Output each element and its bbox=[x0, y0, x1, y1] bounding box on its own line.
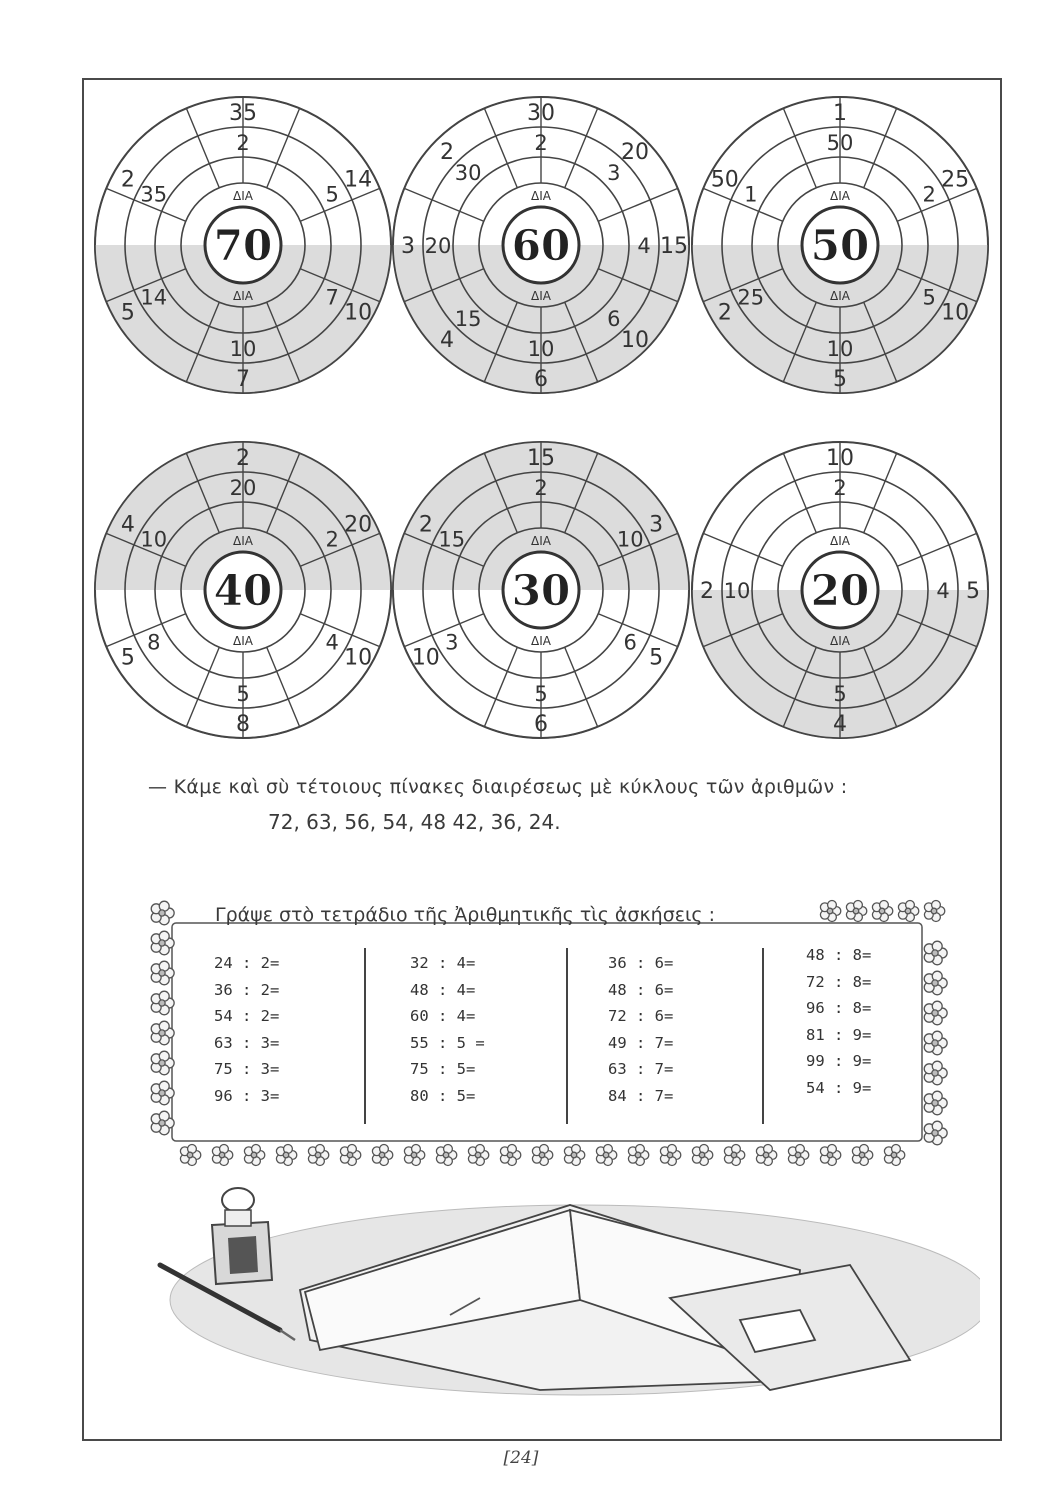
exercise-item: 75 : 3= bbox=[214, 1060, 280, 1078]
wheel-inner-number: 7 bbox=[325, 285, 339, 310]
wheel-center-number: 50 bbox=[810, 221, 870, 270]
page-number: [24] bbox=[503, 1448, 539, 1468]
wheel-inner-number: 6 bbox=[623, 630, 637, 655]
exercise-column-4 bbox=[806, 942, 956, 1101]
exercise-item: 54 : 2= bbox=[214, 1007, 280, 1025]
dia-label: ΔΙΑ bbox=[233, 534, 253, 548]
wheel-outer-number: 15 bbox=[527, 446, 555, 471]
exercise-item: 81 : 9= bbox=[806, 1025, 872, 1044]
wheel-inner-number: 10 bbox=[826, 337, 854, 361]
wheel-center-number: 70 bbox=[213, 221, 273, 270]
wheel-center-number: 60 bbox=[511, 221, 571, 270]
wheel-outer-number: 10 bbox=[344, 645, 373, 671]
wheel-inner-number: 10 bbox=[616, 527, 644, 552]
wheel-inner-number: 10 bbox=[229, 337, 257, 361]
wheel-outer-number: 2 bbox=[439, 139, 454, 165]
exercise-item: 75 : 5= bbox=[410, 1060, 476, 1078]
division-wheel bbox=[95, 442, 391, 738]
exercise-item: 72 : 6= bbox=[608, 1007, 674, 1025]
wheel-outer-number: 1 bbox=[833, 101, 847, 126]
exercise-item: 63 : 7= bbox=[608, 1060, 674, 1078]
exercise-item: 32 : 4= bbox=[410, 954, 476, 972]
wheel-outer-number: 2 bbox=[236, 446, 250, 471]
wheel-inner-number: 10 bbox=[527, 337, 555, 361]
dia-label: ΔΙΑ bbox=[830, 634, 850, 648]
dia-label: ΔΙΑ bbox=[233, 634, 253, 648]
division-wheel bbox=[393, 97, 689, 393]
wheel-inner-number: 2 bbox=[534, 131, 548, 155]
wheel-outer-number: 4 bbox=[833, 712, 847, 737]
exercise-item: 48 : 8= bbox=[806, 946, 872, 964]
wheel-outer-number: 2 bbox=[717, 300, 732, 326]
wheel-outer-number: 3 bbox=[649, 512, 664, 538]
notebook-inkwell-illustration bbox=[150, 1180, 980, 1410]
column-divider bbox=[364, 948, 366, 1124]
dia-label: ΔΙΑ bbox=[531, 634, 551, 648]
exercise-item: 55 : 5 = bbox=[410, 1033, 485, 1052]
exercise-item: 99 : 9= bbox=[806, 1052, 872, 1070]
column-divider bbox=[566, 948, 568, 1124]
wheel-outer-number: 5 bbox=[649, 645, 664, 671]
instruction-text: — Κάμε καὶ σὺ τέτοιους πίνακες διαιρέσεως μὲ κύκλους τῶν ἀριθμῶν : bbox=[148, 776, 848, 798]
exercise-column-2 bbox=[410, 950, 560, 1109]
wheel-inner-number: 5 bbox=[922, 285, 936, 310]
division-wheel bbox=[95, 97, 391, 393]
dia-label: ΔΙΑ bbox=[233, 289, 253, 303]
exercise-column-1 bbox=[214, 950, 364, 1109]
exercise-item: 36 : 6= bbox=[608, 954, 674, 972]
wheel-inner-number: 2 bbox=[534, 476, 548, 500]
wheel-outer-number: 5 bbox=[833, 367, 847, 392]
wheel-inner-number: 20 bbox=[229, 476, 257, 500]
wheel-inner-number: 3 bbox=[445, 630, 459, 655]
wheel-outer-number: 6 bbox=[534, 367, 548, 392]
wheel-inner-number: 4 bbox=[637, 234, 651, 258]
dia-label: ΔΙΑ bbox=[531, 534, 551, 548]
exercise-item: 54 : 9= bbox=[806, 1078, 872, 1097]
wheel-outer-number: 4 bbox=[439, 328, 454, 354]
exercise-item: 49 : 7= bbox=[608, 1033, 674, 1052]
wheel-inner-number: 4 bbox=[325, 630, 339, 655]
exercise-item: 63 : 3= bbox=[214, 1033, 280, 1052]
exercise-item: 36 : 2= bbox=[214, 980, 280, 999]
exercise-item: 60 : 4= bbox=[410, 1007, 476, 1025]
wheel-inner-number: 10 bbox=[140, 527, 168, 552]
wheel-outer-number: 2 bbox=[418, 512, 433, 538]
wheel-outer-number: 20 bbox=[344, 512, 373, 538]
wheel-outer-number: 5 bbox=[120, 645, 135, 671]
wheel-outer-number: 2 bbox=[120, 167, 135, 193]
wheel-inner-number: 5 bbox=[534, 682, 548, 706]
wheel-inner-number: 15 bbox=[438, 527, 466, 552]
wheel-outer-number: 25 bbox=[941, 167, 970, 193]
exercise-title: Γράψε στὸ τετράδιο τῆς Ἀριθμητικῆς τὶς ἀσκήσεις : bbox=[215, 904, 716, 926]
wheel-outer-number: 10 bbox=[826, 446, 854, 471]
wheel-center-number: 40 bbox=[213, 566, 273, 615]
wheel-outer-number: 30 bbox=[527, 101, 555, 126]
wheel-inner-number: 5 bbox=[325, 182, 339, 207]
wheel-outer-number: 2 bbox=[700, 579, 714, 604]
wheel-inner-number: 8 bbox=[147, 630, 161, 655]
wheel-inner-number: 3 bbox=[607, 161, 621, 186]
wheel-inner-number: 15 bbox=[454, 306, 482, 331]
wheel-inner-number: 35 bbox=[140, 182, 168, 207]
wheel-outer-number: 14 bbox=[344, 167, 373, 193]
wheel-inner-number: 5 bbox=[833, 682, 847, 706]
wheel-outer-number: 10 bbox=[621, 328, 650, 354]
exercise-item: 72 : 8= bbox=[806, 972, 872, 991]
wheel-inner-number: 2 bbox=[922, 182, 936, 207]
numbers-line: 72, 63, 56, 54, 48 42, 36, 24. bbox=[268, 810, 561, 834]
column-divider bbox=[762, 948, 764, 1124]
division-wheel bbox=[692, 442, 988, 738]
wheel-inner-number: 2 bbox=[236, 131, 250, 155]
wheel-inner-number: 25 bbox=[737, 285, 765, 310]
wheel-outer-number: 5 bbox=[120, 300, 135, 326]
dia-label: ΔΙΑ bbox=[531, 289, 551, 303]
wheel-outer-number: 3 bbox=[401, 234, 415, 259]
wheel-outer-number: 35 bbox=[229, 101, 257, 126]
wheel-outer-number: 10 bbox=[411, 645, 440, 671]
division-wheel bbox=[692, 97, 988, 393]
wheel-outer-number: 15 bbox=[660, 234, 688, 259]
wheel-outer-number: 4 bbox=[120, 512, 135, 538]
exercise-item: 80 : 5= bbox=[410, 1086, 476, 1105]
wheel-outer-number: 6 bbox=[534, 712, 548, 737]
dia-label: ΔΙΑ bbox=[830, 289, 850, 303]
wheel-inner-number: 50 bbox=[826, 131, 854, 155]
wheel-inner-number: 5 bbox=[236, 682, 250, 706]
dia-label: ΔΙΑ bbox=[233, 189, 253, 203]
wheel-outer-number: 5 bbox=[966, 579, 980, 604]
exercise-item: 48 : 6= bbox=[608, 980, 674, 999]
wheel-inner-number: 20 bbox=[424, 234, 452, 258]
exercise-item: 48 : 4= bbox=[410, 980, 476, 999]
inkwell-icon bbox=[212, 1188, 272, 1284]
wheel-inner-number: 2 bbox=[325, 527, 339, 552]
exercise-item: 84 : 7= bbox=[608, 1086, 674, 1105]
wheel-outer-number: 8 bbox=[236, 712, 250, 737]
exercise-column-3 bbox=[608, 950, 758, 1109]
dia-label: ΔΙΑ bbox=[830, 534, 850, 548]
exercise-item: 96 : 8= bbox=[806, 999, 872, 1017]
dia-label: ΔΙΑ bbox=[531, 189, 551, 203]
wheel-outer-number: 10 bbox=[941, 300, 970, 326]
wheel-outer-number: 20 bbox=[621, 139, 650, 165]
wheel-inner-number: 10 bbox=[723, 579, 751, 603]
wheel-inner-number: 4 bbox=[936, 579, 950, 603]
wheel-center-number: 30 bbox=[511, 566, 571, 615]
wheel-outer-number: 50 bbox=[710, 167, 739, 193]
dia-label: ΔΙΑ bbox=[830, 189, 850, 203]
wheel-inner-number: 14 bbox=[140, 285, 168, 310]
wheel-inner-number: 2 bbox=[833, 476, 847, 500]
wheel-center-number: 20 bbox=[810, 566, 870, 615]
wheel-inner-number: 6 bbox=[607, 306, 621, 331]
wheel-outer-number: 7 bbox=[236, 367, 250, 392]
wheel-outer-number: 10 bbox=[344, 300, 373, 326]
wheel-inner-number: 30 bbox=[454, 161, 482, 186]
exercise-item: 24 : 2= bbox=[214, 954, 280, 972]
exercise-item: 96 : 3= bbox=[214, 1086, 280, 1105]
wheel-inner-number: 1 bbox=[744, 182, 758, 207]
division-wheel bbox=[393, 442, 689, 738]
